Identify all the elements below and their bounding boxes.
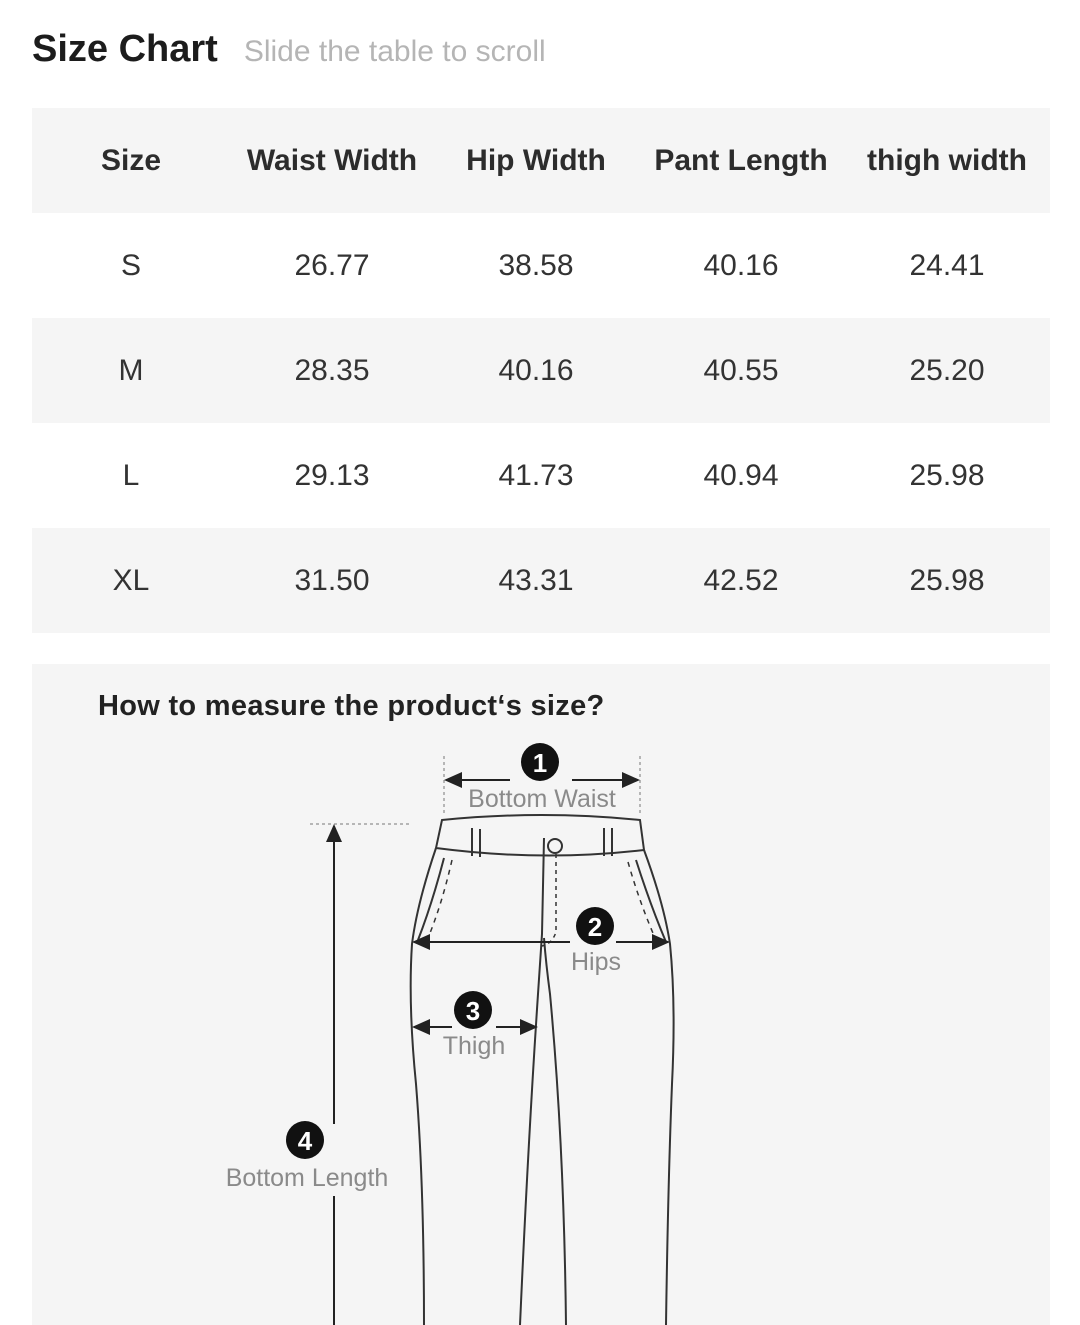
bottom-length-measure [310, 824, 410, 1325]
column-header-pant-length: Pant Length [654, 143, 828, 177]
table-cell: 40.16 [498, 353, 574, 387]
scroll-hint: Slide the table to scroll [243, 35, 546, 68]
pants-diagram [32, 664, 1050, 1325]
table-cell: 40.16 [703, 248, 779, 282]
table-cell: 40.55 [703, 353, 779, 387]
table-header-row [32, 108, 1050, 213]
size-table[interactable] [32, 108, 1050, 633]
table-cell: XL [112, 563, 150, 597]
table-cell: 28.35 [294, 353, 370, 387]
number-badge-3 [454, 991, 492, 1029]
table-cell: 38.58 [498, 248, 574, 282]
number-badge-2 [576, 907, 614, 945]
number-badge-4 [286, 1121, 324, 1159]
badge-number-2: 2 [587, 912, 603, 942]
table-cell: 41.73 [498, 458, 574, 492]
badge-number-3: 3 [465, 996, 481, 1026]
table-cell: L [122, 458, 140, 492]
table-row [32, 213, 1050, 318]
table-cell: 29.13 [294, 458, 370, 492]
table-row [32, 528, 1050, 633]
badge-number-1: 1 [532, 748, 548, 778]
table-cell: 25.98 [909, 563, 985, 597]
table-cell: 31.50 [294, 563, 370, 597]
column-header-waist-width: Waist Width [246, 143, 418, 177]
page-title: Size Chart [32, 28, 218, 70]
label-bottom-waist: Bottom Waist [468, 785, 616, 813]
table-cell: 25.98 [909, 458, 985, 492]
label-thigh: Thigh [442, 1032, 506, 1060]
column-header-hip-width: Hip Width [466, 143, 606, 177]
badge-number-4: 4 [297, 1126, 313, 1156]
table-cell: 40.94 [703, 458, 779, 492]
column-header-size: Size [100, 143, 162, 177]
table-row [32, 318, 1050, 423]
number-badge-1 [521, 743, 559, 781]
label-hips: Hips [570, 948, 622, 976]
table-cell: 25.20 [909, 353, 985, 387]
measure-guide-panel [32, 664, 1050, 1325]
label-bottom-length: Bottom Length [225, 1164, 389, 1192]
table-row [32, 423, 1050, 528]
table-cell: S [120, 248, 141, 282]
size-chart-header [32, 28, 546, 71]
measure-guide-title: How to measure the product‘s size? [98, 690, 605, 722]
table-cell: 43.31 [498, 563, 574, 597]
table-cell: 42.52 [703, 563, 779, 597]
table-cell: 26.77 [294, 248, 370, 282]
pants-outline-drawing [411, 815, 674, 1325]
column-header-thigh-width: thigh width [867, 143, 1027, 177]
table-cell: 24.41 [909, 248, 985, 282]
table-cell: M [118, 353, 144, 387]
